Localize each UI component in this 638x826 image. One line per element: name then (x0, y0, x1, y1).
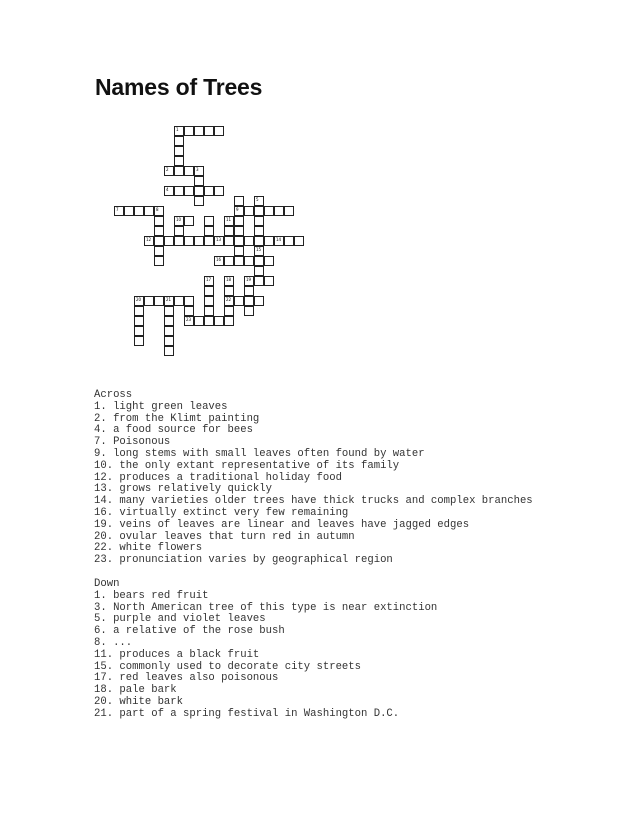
grid-cell[interactable] (184, 216, 194, 226)
across-clue: 23. pronunciation varies by geographical region (94, 554, 393, 567)
grid-cell[interactable] (284, 236, 294, 246)
grid-cell[interactable] (174, 296, 184, 306)
across-clue: 7. Poisonous (94, 436, 171, 449)
grid-cell[interactable] (114, 206, 124, 216)
grid-cell[interactable] (184, 316, 194, 326)
grid-cell[interactable] (204, 296, 214, 306)
grid-cell[interactable] (224, 276, 234, 286)
grid-cell[interactable] (134, 316, 144, 326)
clue-number: 23 (186, 317, 192, 322)
grid-cell[interactable] (294, 236, 304, 246)
grid-cell[interactable] (234, 296, 244, 306)
grid-cell[interactable] (174, 126, 184, 136)
grid-cell[interactable] (224, 256, 234, 266)
grid-cell[interactable] (184, 296, 194, 306)
clue-number: 22 (226, 297, 232, 302)
clue-number: 10 (176, 217, 182, 222)
grid-cell[interactable] (204, 316, 214, 326)
clue-number: 8 (156, 207, 159, 212)
grid-cell[interactable] (254, 196, 264, 206)
grid-cell[interactable] (164, 336, 174, 346)
down-clues (94, 591, 614, 721)
grid-cell[interactable] (164, 296, 174, 306)
clue-number: 11 (226, 217, 232, 222)
grid-cell[interactable] (224, 296, 234, 306)
clue-number: 9 (236, 207, 239, 212)
grid-cell[interactable] (214, 256, 224, 266)
clue-number: 12 (146, 237, 152, 242)
grid-cell[interactable] (154, 296, 164, 306)
grid-cell[interactable] (264, 256, 274, 266)
page-title: Names of Trees (95, 74, 263, 100)
grid-cell[interactable] (124, 206, 134, 216)
grid-cell[interactable] (184, 126, 194, 136)
clue-number: 3 (196, 167, 199, 172)
grid-cell[interactable] (214, 126, 224, 136)
grid-cell[interactable] (204, 236, 214, 246)
grid-cell[interactable] (214, 316, 224, 326)
grid-cell[interactable] (234, 236, 244, 246)
clue-number: 7 (116, 207, 119, 212)
clue-number: 13 (216, 237, 222, 242)
grid-cell[interactable] (234, 256, 244, 266)
clue-number: 19 (246, 277, 252, 282)
down-clue: 11. produces a black fruit (94, 648, 260, 661)
grid-cell[interactable] (234, 196, 244, 206)
clue-number: 1 (176, 127, 179, 132)
down-clue: 15. commonly used to decorate city streets (94, 660, 362, 673)
clue-number: 14 (276, 237, 282, 242)
grid-cell[interactable] (204, 126, 214, 136)
grid-cell[interactable] (224, 226, 234, 236)
grid-cell[interactable] (154, 216, 164, 226)
grid-cell[interactable] (194, 176, 204, 186)
grid-cell[interactable] (234, 246, 244, 256)
across-clue: 20. ovular leaves that turn red in autumn (94, 530, 355, 543)
grid-cell[interactable] (224, 216, 234, 226)
grid-cell[interactable] (164, 166, 174, 176)
grid-cell[interactable] (174, 156, 184, 166)
grid-cell[interactable] (254, 246, 264, 256)
grid-cell[interactable] (254, 256, 264, 266)
grid-cell[interactable] (134, 306, 144, 316)
down-clue: 5. purple and violet leaves (94, 613, 266, 626)
across-clue: 14. many varieties older trees have thick trucks and complex branches (94, 495, 533, 508)
clue-number: 20 (136, 297, 142, 302)
grid-cell[interactable] (164, 306, 174, 316)
grid-cell[interactable] (144, 206, 154, 216)
grid-cell[interactable] (154, 226, 164, 236)
grid-cell[interactable] (184, 236, 194, 246)
grid-cell[interactable] (254, 226, 264, 236)
grid-cell[interactable] (154, 256, 164, 266)
down-clue: 3. North American tree of this type is near extinction (94, 601, 438, 614)
grid-cell[interactable] (194, 186, 204, 196)
grid-cell[interactable] (174, 186, 184, 196)
grid-cell[interactable] (184, 306, 194, 316)
grid-cell[interactable] (244, 306, 254, 316)
clue-number: 17 (206, 277, 212, 282)
grid-cell[interactable] (254, 236, 264, 246)
across-clue: 10. the only extant representative of its family (94, 459, 400, 472)
grid-cell[interactable] (174, 236, 184, 246)
grid-cell[interactable] (154, 246, 164, 256)
grid-cell[interactable] (194, 126, 204, 136)
down-clue: 17. red leaves also poisonous (94, 672, 279, 685)
grid-cell[interactable] (214, 236, 224, 246)
grid-cell[interactable] (134, 326, 144, 336)
grid-cell[interactable] (224, 236, 234, 246)
grid-cell[interactable] (244, 206, 254, 216)
down-heading: Down (94, 577, 120, 590)
across-clue: 2. from the Klimt painting (94, 412, 260, 425)
grid-cell[interactable] (254, 276, 264, 286)
grid-cell[interactable] (244, 286, 254, 296)
grid-cell[interactable] (224, 286, 234, 296)
down-clue: 1. bears red fruit (94, 589, 209, 602)
grid-cell[interactable] (164, 326, 174, 336)
grid-cell[interactable] (204, 216, 214, 226)
grid-cell[interactable] (244, 296, 254, 306)
grid-cell[interactable] (264, 276, 274, 286)
down-clue: 21. part of a spring festival in Washington D.C. (94, 707, 400, 720)
clue-number: 5 (256, 197, 259, 202)
grid-cell[interactable] (174, 216, 184, 226)
grid-cell[interactable] (174, 136, 184, 146)
down-clue: 18. pale bark (94, 684, 177, 697)
grid-cell[interactable] (194, 196, 204, 206)
grid-cell[interactable] (274, 236, 284, 246)
grid-cell[interactable] (134, 296, 144, 306)
grid-cell[interactable] (234, 216, 244, 226)
grid-cell[interactable] (234, 206, 244, 216)
across-clue: 4. a food source for bees (94, 424, 253, 437)
grid-cell[interactable] (194, 316, 204, 326)
grid-cell[interactable] (164, 316, 174, 326)
across-heading: Across (94, 389, 133, 401)
grid-cell[interactable] (184, 166, 194, 176)
clue-number: 4 (166, 187, 169, 192)
grid-cell[interactable] (204, 286, 214, 296)
grid-cell[interactable] (204, 186, 214, 196)
grid-cell[interactable] (254, 296, 264, 306)
across-clue: 16. virtually extinct very few remaining (94, 506, 349, 519)
grid-cell[interactable] (164, 186, 174, 196)
grid-cell[interactable] (184, 186, 194, 196)
grid-cell[interactable] (164, 236, 174, 246)
clue-list (94, 390, 614, 721)
grid-cell[interactable] (254, 266, 264, 276)
grid-cell[interactable] (274, 206, 284, 216)
down-clue: 6. a relative of the rose bush (94, 625, 285, 638)
grid-cell[interactable] (264, 236, 274, 246)
down-clue: 20. white bark (94, 695, 184, 708)
grid-cell[interactable] (134, 336, 144, 346)
grid-cell[interactable] (164, 346, 174, 356)
grid-cell[interactable] (264, 206, 274, 216)
grid-cell[interactable] (224, 306, 234, 316)
across-clues (94, 402, 614, 567)
grid-cell[interactable] (244, 236, 254, 246)
across-clue: 9. long stems with small leaves often found by water (94, 447, 425, 460)
grid-cell[interactable] (144, 296, 154, 306)
grid-cell[interactable] (194, 236, 204, 246)
clue-number: 2 (166, 167, 169, 172)
grid-cell[interactable] (284, 206, 294, 216)
clue-number: 21 (166, 297, 172, 302)
grid-cell[interactable] (154, 236, 164, 246)
grid-cell[interactable] (254, 206, 264, 216)
grid-cell[interactable] (154, 206, 164, 216)
clue-number: 16 (216, 257, 222, 262)
grid-cell[interactable] (174, 146, 184, 156)
across-clue: 12. produces a traditional holiday food (94, 471, 342, 484)
clue-number: 18 (226, 277, 232, 282)
grid-cell[interactable] (224, 316, 234, 326)
grid-cell[interactable] (254, 216, 264, 226)
grid-cell[interactable] (204, 226, 214, 236)
grid-cell[interactable] (214, 186, 224, 196)
across-clue: 19. veins of leaves are linear and leaves have jagged edges (94, 518, 470, 531)
down-clue: 8. ... (94, 636, 133, 649)
grid-cell[interactable] (234, 226, 244, 236)
grid-cell[interactable] (144, 236, 154, 246)
grid-cell[interactable] (174, 166, 184, 176)
clue-number: 15 (256, 247, 262, 252)
grid-cell[interactable] (134, 206, 144, 216)
grid-cell[interactable] (204, 306, 214, 316)
grid-cell[interactable] (244, 256, 254, 266)
grid-cell[interactable] (204, 276, 214, 286)
grid-cell[interactable] (194, 166, 204, 176)
grid-cell[interactable] (174, 226, 184, 236)
across-clue: 22. white flowers (94, 542, 203, 555)
across-clue: 13. grows relatively quickly (94, 483, 273, 496)
grid-cell[interactable] (244, 276, 254, 286)
across-clue: 1. light green leaves (94, 400, 228, 413)
